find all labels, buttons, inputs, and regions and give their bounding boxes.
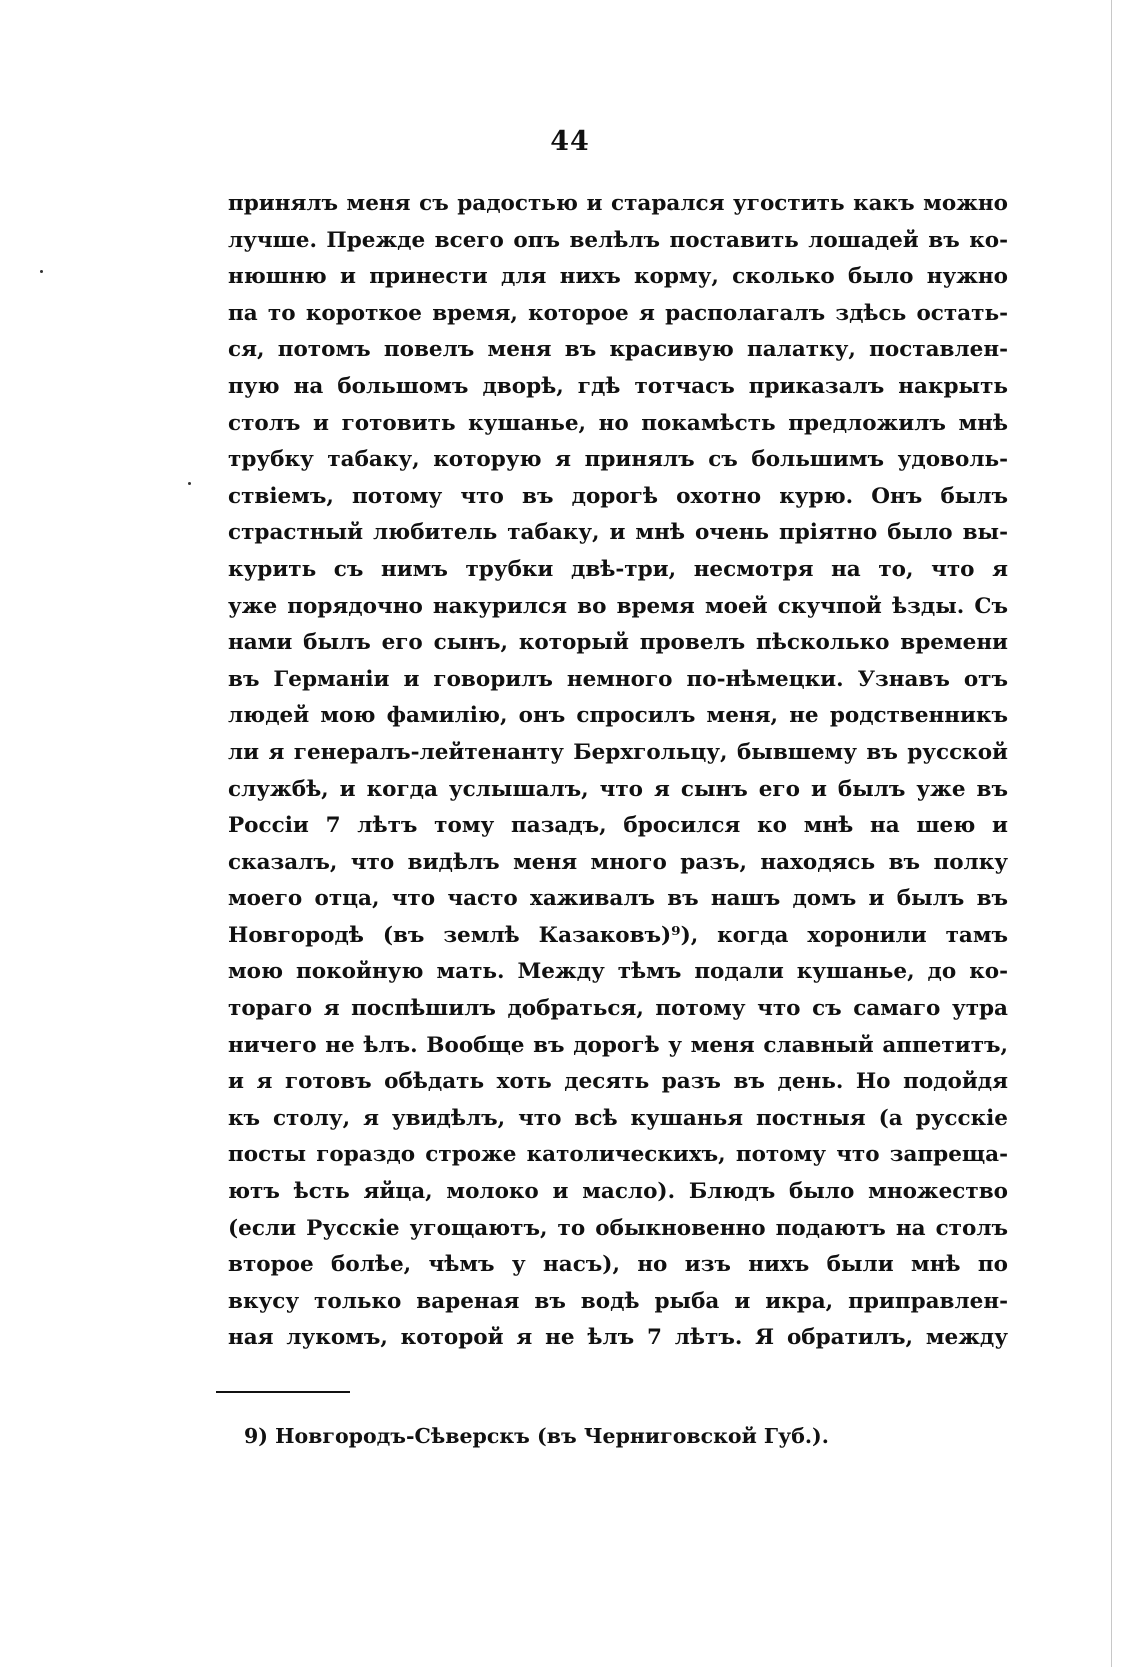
text-line: лучше. Прежде всего опъ велѣлъ поставить лошадей въ ко-	[228, 227, 1008, 253]
text-line: къ столу, я увидѣлъ, что всѣ кушанья постныя (а русскіе	[228, 1105, 1008, 1131]
text-line: нами былъ его сынъ, который провелъ пѣсколько времени	[228, 630, 1008, 656]
text-line: сказалъ, что видѣлъ меня много разъ, находясь въ полку	[228, 849, 1008, 875]
text-line: службѣ, и когда услышалъ, что я сынъ его и былъ уже въ	[228, 776, 1008, 802]
text-line: посты гораздо строже католическихъ, потому что запреща-	[228, 1142, 1008, 1168]
text-line: нюшню и принести для нихъ корму, сколько было нужно	[228, 264, 1008, 290]
text-line: столъ и готовить кушанье, но покамѣсть предложилъ мнѣ	[228, 410, 1008, 436]
body-text	[228, 186, 1008, 1357]
text-line: принялъ меня съ радостью и старался угостить какъ можно	[228, 191, 1008, 216]
text-line: уже порядочно накурился во время моей скучпой ѣзды. Съ	[228, 593, 1008, 619]
text-line: людей мою фамилію, онъ спросилъ меня, не родственникъ	[228, 703, 1008, 729]
text-line: курить съ нимъ трубки двѣ-три, несмотря на то, что я	[228, 556, 1008, 582]
text-line: въ Германіи и говорилъ немного по-нѣмецки. Узнавъ отъ	[228, 666, 1008, 692]
page-number: 44	[550, 126, 590, 157]
text-line: и я готовъ обѣдать хоть десять разъ въ день. Но подойдя	[228, 1069, 1008, 1095]
text-line: Новгородѣ (въ землѣ Казаковъ)⁹), когда хоронили тамъ	[228, 922, 1008, 948]
text-line: ная лукомъ, которой я не ѣлъ 7 лѣтъ. Я обратилъ, между	[228, 1325, 1008, 1351]
scan-speck	[188, 482, 191, 485]
text-line: второе болѣе, чѣмъ у насъ), но изъ нихъ были мнѣ по	[228, 1252, 1008, 1278]
text-line: трубку табаку, которую я принялъ съ большимъ удоволь-	[228, 447, 1008, 473]
text-line: па то короткое время, которое я располагалъ здѣсь остать-	[228, 300, 1008, 326]
text-line: ли я генералъ-лейтенанту Берхгольцу, бывшему въ русской	[228, 739, 1008, 765]
text-line: тораго я поспѣшилъ добраться, потому что съ самаго утра	[228, 996, 1008, 1022]
text-line: ютъ ѣсть яйца, молоко и масло). Блюдъ было множество	[228, 1179, 1008, 1205]
text-line: ся, потомъ повелъ меня въ красивую палатку, поставлен-	[228, 337, 1008, 363]
text-line: мою покойную мать. Между тѣмъ подали кушанье, до ко-	[228, 959, 1008, 985]
text-line: Россіи 7 лѣтъ тому пазадъ, бросился ко мнѣ на шею и	[228, 813, 1008, 839]
text-line: пую на большомъ дворѣ, гдѣ тотчасъ приказалъ накрыть	[228, 373, 1008, 399]
text-line: страстный любитель табаку, и мнѣ очень пріятно было вы-	[228, 520, 1008, 546]
page-edge	[1111, 0, 1112, 1667]
footnote-rule	[216, 1391, 350, 1393]
text-line: ствіемъ, потому что въ дорогѣ охотно курю. Онъ былъ	[228, 483, 1008, 509]
footnote: 9) Новгородъ-Сѣверскъ (въ Черниговской Губ.).	[244, 1424, 829, 1448]
text-line: моего отца, что часто хаживалъ въ нашъ домъ и былъ въ	[228, 886, 1008, 912]
text-line: ничего не ѣлъ. Вообще въ дорогѣ у меня славный аппетитъ,	[228, 1032, 1008, 1058]
scan-speck	[40, 270, 43, 273]
text-line: (если Русскіе угощаютъ, то обыкновенно подаютъ на столъ	[228, 1215, 1008, 1241]
text-line: вкусу только вареная въ водѣ рыба и икра, приправлен-	[228, 1288, 1008, 1314]
